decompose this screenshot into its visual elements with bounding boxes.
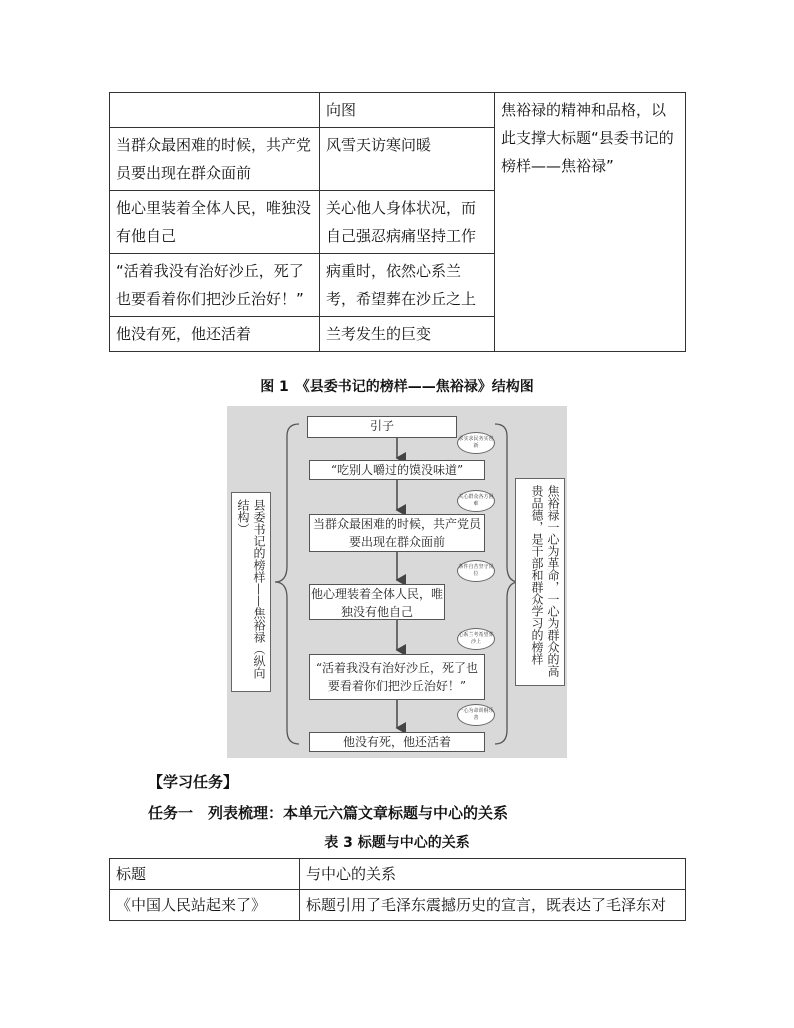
table-header-cell: 与中心的关系 xyxy=(300,859,686,890)
task-title: 任务一 列表梳理：本单元六篇文章标题与中心的关系 xyxy=(148,804,509,822)
table-cell: 关心他人身体状况，而自己强忍病痛坚持工作 xyxy=(320,191,495,254)
table-row xyxy=(110,890,686,921)
flow-box-3: 他心理装着全体人民，唯独没有他自己 xyxy=(309,584,445,620)
table-cell: 标题引用了毛泽东震撼历史的宣言，既表达了毛泽东对 xyxy=(300,890,686,921)
table-cell: 他心里装着全体人民，唯独没有他自己 xyxy=(110,191,320,254)
figure-caption: 图 1 《县委书记的榜样——焦裕禄》结构图 xyxy=(260,379,534,395)
structure-table xyxy=(109,92,686,352)
table-row xyxy=(110,93,686,128)
table-cell: 他没有死，他还活着 xyxy=(110,317,320,352)
table-cell: 风雪天访寒问暖 xyxy=(320,128,495,191)
table-cell: 《中国人民站起来了》 xyxy=(110,890,300,921)
table-cell: 向图 xyxy=(320,93,495,128)
note-bubble: 关心群众各方困难 xyxy=(457,490,495,512)
table-cell: 兰考发生的巨变 xyxy=(320,317,495,352)
table-cell xyxy=(110,93,320,128)
table-cell-summary: 焦裕禄的精神和品格，以此支撑大标题“县委书记的榜样——焦裕禄” xyxy=(495,93,686,352)
table-cell: 病重时，依然心系兰考，希望葬在沙丘之上 xyxy=(320,254,495,317)
note-bubble: 条件自苦坚守岗位 xyxy=(457,560,495,582)
flow-box-2: 当群众最困难的时候，共产党员要出现在群众面前 xyxy=(309,514,485,552)
table-cell: “活着我没有治好沙丘，死了也要看着你们把沙丘治好！” xyxy=(110,254,320,317)
flow-box-5: 他没有死，他还活着 xyxy=(309,732,485,752)
structure-diagram xyxy=(227,406,567,758)
table-header-cell: 标题 xyxy=(110,859,300,890)
note-bubble: 求实求民务实创新 xyxy=(457,432,495,454)
flow-box-4: “活着我没有治好沙丘，死了也要看着你们把沙丘治好！” xyxy=(309,654,485,700)
section-heading: 【学习任务】 xyxy=(148,773,239,791)
table-caption: 表 3 标题与中心的关系 xyxy=(324,835,470,851)
diagram-left-label: 县委书记的榜样——焦裕禄（纵向结构） xyxy=(231,492,271,692)
diagram-right-label: 焦裕禄一心为革命，一心为群众的高贵品德，是干部和群众学习的榜样 xyxy=(515,478,565,686)
title-center-table xyxy=(109,858,686,921)
note-bubble: 心系兰考希望葬沙上 xyxy=(457,628,495,650)
flow-box-1: “吃别人嚼过的馍没味道” xyxy=(309,460,485,480)
flow-box-intro: 引子 xyxy=(307,416,457,438)
table-row xyxy=(110,859,686,890)
note-bubble: 一心为命训桐乐善 xyxy=(457,704,495,726)
table-cell: 当群众最困难的时候，共产党员要出现在群众面前 xyxy=(110,128,320,191)
